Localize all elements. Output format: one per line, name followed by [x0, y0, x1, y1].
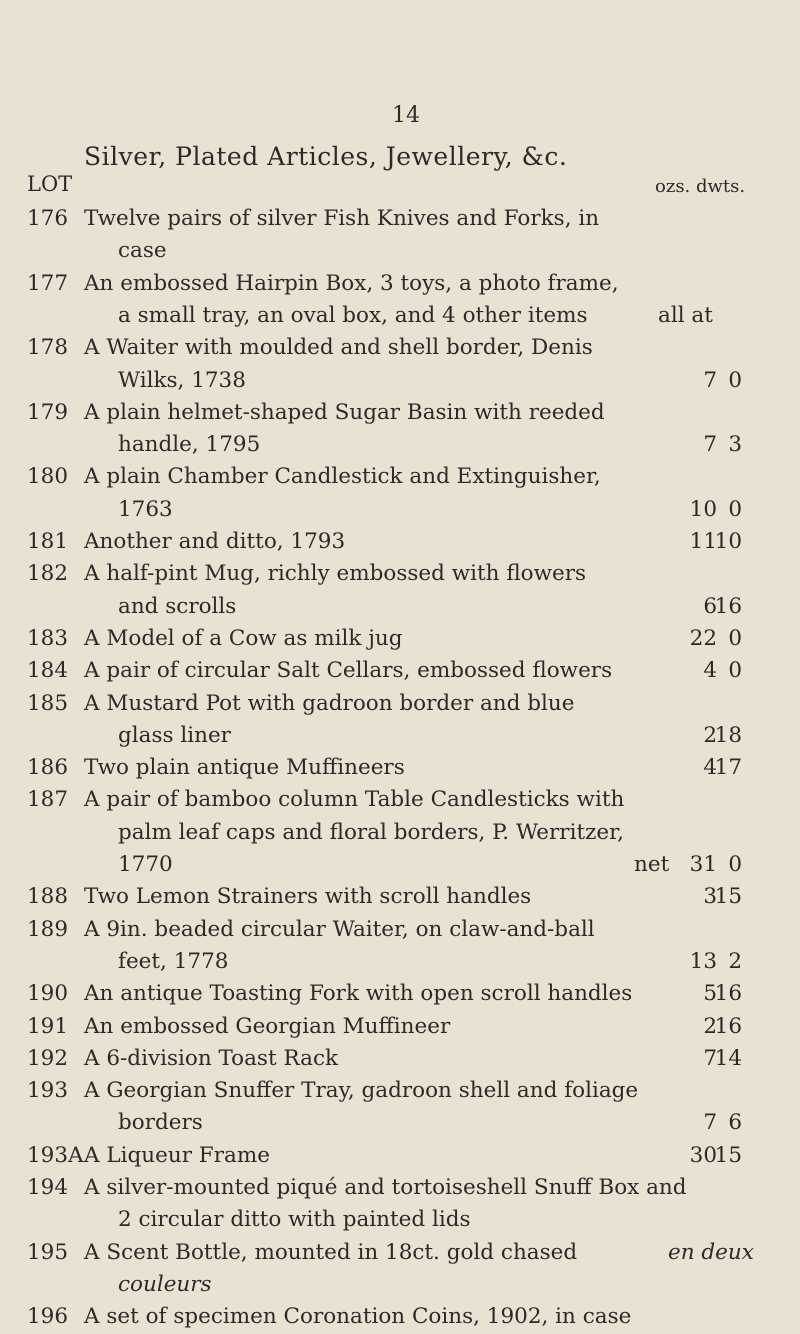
pennyweights-value: 0: [728, 367, 742, 393]
net-label: net: [634, 852, 670, 877]
pennyweights-value: 17: [714, 755, 742, 781]
ounces-value: 4: [703, 755, 717, 781]
lot-description: A 6-division Toast Rack: [84, 1045, 339, 1071]
lot-column-header: LOT: [27, 172, 73, 196]
lot-description: A plain Chamber Candlestick and Extinguisher,: [84, 464, 601, 490]
lot-continuation-line: [0, 234, 800, 268]
pennyweights-value: 2: [728, 948, 742, 974]
lot-description: borders: [118, 1110, 203, 1136]
lot-entry-line: [0, 1074, 800, 1108]
lot-description: Wilks, 1738: [118, 367, 246, 393]
lot-number: 183: [27, 625, 69, 651]
lot-number: 187: [27, 787, 69, 813]
lot-entry-line: [0, 557, 800, 591]
lot-description: A Georgian Snuffer Tray, gadroon shell and foliage: [84, 1078, 639, 1104]
lot-entry-line: [0, 751, 800, 785]
pennyweights-value: 3: [728, 432, 742, 458]
pennyweights-value: 6: [728, 1110, 742, 1136]
lot-number: 195: [27, 1239, 69, 1265]
lot-description: palm leaf caps and floral borders, P. Werritzer,: [118, 819, 624, 845]
lot-description: and scrolls: [118, 593, 237, 619]
lot-entry-line: [0, 1010, 800, 1044]
pennyweights-value: 16: [714, 981, 742, 1007]
lot-description: A Model of a Cow as milk jug: [84, 625, 403, 651]
lot-number: 194: [27, 1175, 69, 1200]
ounces-value: 31: [689, 852, 717, 877]
lot-description: A plain helmet-shaped Sugar Basin with reeded: [84, 399, 605, 425]
lot-entry-line: [0, 1042, 800, 1076]
lot-description: A set of specimen Coronation Coins, 1902, in case: [84, 1304, 632, 1330]
lot-number: 181: [27, 529, 69, 554]
lot-number: 186: [27, 755, 69, 781]
lot-description: Twelve pairs of silver Fish Knives and Forks, in: [84, 206, 600, 231]
lot-number: 190: [27, 981, 69, 1007]
lot-description: A Mustard Pot with gadroon border and blue: [84, 690, 575, 716]
lot-continuation-line: [0, 1268, 800, 1302]
ounces-value: 6: [703, 593, 717, 619]
lot-continuation-line: [0, 299, 800, 333]
lot-description: Another and ditto, 1793: [84, 529, 346, 554]
lot-description: A Liqueur Frame: [84, 1142, 270, 1168]
ounces-value: 30: [689, 1142, 717, 1168]
lot-description: 2 circular ditto with painted lids: [118, 1207, 471, 1233]
ounces-value: 7: [703, 1045, 717, 1071]
lot-description: case: [118, 238, 167, 264]
lot-description: A 9in. beaded circular Waiter, on claw-and-ball: [84, 916, 595, 942]
pennyweights-value: 10: [714, 529, 742, 554]
ounces-value: 2: [703, 1013, 717, 1039]
description-tail: en deux: [668, 1239, 754, 1265]
lot-description: An embossed Hairpin Box, 3 toys, a photo frame,: [84, 270, 619, 296]
lot-entry-line: [0, 1171, 800, 1205]
pennyweights-value: 18: [714, 722, 742, 748]
page-number: 14: [392, 103, 420, 128]
lot-continuation-line: [0, 1106, 800, 1140]
pennyweights-value: 14: [714, 1045, 742, 1071]
lot-entry-line: [0, 1139, 800, 1173]
pennyweights-value: 15: [714, 1142, 742, 1168]
lot-number: 193: [27, 1078, 69, 1104]
lot-number: 196: [27, 1304, 69, 1330]
ounces-value: 10: [689, 496, 717, 522]
lot-entry-line: [0, 622, 800, 656]
pennyweights-value: 16: [714, 1013, 742, 1039]
lot-entry-line: [0, 331, 800, 365]
lot-entry-line: [0, 1236, 800, 1270]
lot-entry-line: [0, 783, 800, 817]
lot-description: A silver-mounted piqué and tortoiseshell Snuff Box and: [84, 1175, 687, 1200]
lot-entry-line: [0, 687, 800, 721]
lot-continuation-line: [0, 816, 800, 850]
lot-number: 184: [27, 658, 69, 684]
lot-entry-line: [0, 267, 800, 301]
pennyweights-value: 0: [728, 658, 742, 684]
lot-number: 177: [27, 270, 69, 296]
lot-entry-line: [0, 913, 800, 947]
lot-number: 188: [27, 884, 69, 910]
lot-number: 191: [27, 1013, 69, 1039]
ounces-value: 7: [703, 367, 717, 393]
ounces-value: 4: [703, 658, 717, 684]
lot-continuation-line: [0, 364, 800, 398]
lot-entry-line: [0, 202, 800, 236]
lot-description: 1763: [118, 496, 173, 522]
lot-number: 193A: [27, 1142, 84, 1168]
lot-description: handle, 1795: [118, 432, 261, 458]
ounces-value: 13: [689, 948, 717, 974]
lot-number: 179: [27, 399, 69, 425]
lot-number: 192: [27, 1045, 69, 1071]
lot-description: A Scent Bottle, mounted in 18ct. gold chased: [84, 1239, 578, 1265]
lot-entry-line: [0, 654, 800, 688]
ounces-value: 11: [689, 529, 717, 554]
pennyweights-value: 0: [728, 496, 742, 522]
lot-continuation-line: [0, 848, 800, 882]
ounces-value: 7: [703, 1110, 717, 1136]
lot-entry-line: [0, 1300, 800, 1334]
lot-number: 182: [27, 561, 69, 587]
lot-entry-line: [0, 525, 800, 559]
pennyweights-value: 15: [714, 884, 742, 910]
lot-description: A pair of bamboo column Table Candlesticks with: [84, 787, 625, 813]
lot-number: 185: [27, 690, 69, 716]
ounces-value: 5: [703, 981, 717, 1007]
lot-continuation-line: [0, 719, 800, 753]
lot-description: A Waiter with moulded and shell border, Denis: [84, 335, 593, 361]
lot-description: Two Lemon Strainers with scroll handles: [84, 884, 532, 910]
ounces-value: 7: [703, 432, 717, 458]
ounces-value: 2: [703, 722, 717, 748]
lot-description: A pair of circular Salt Cellars, embossed flowers: [84, 658, 613, 684]
page-title: Silver, Plated Articles, Jewellery, &c.: [84, 142, 568, 171]
lot-description: 1770: [118, 852, 173, 877]
pennyweights-value: 0: [728, 625, 742, 651]
lot-description: Two plain antique Muffineers: [84, 755, 405, 781]
lot-continuation-line: [0, 590, 800, 624]
lot-entry-line: [0, 396, 800, 430]
lot-number: 180: [27, 464, 69, 490]
weight-note: all at: [658, 302, 713, 328]
lot-description: An embossed Georgian Muffineer: [84, 1013, 451, 1039]
lot-description: A half-pint Mug, richly embossed with flowers: [84, 561, 587, 587]
lot-number: 178: [27, 335, 69, 361]
lot-continuation-line: [0, 1203, 800, 1237]
weight-column-header: ozs. dwts.: [655, 176, 746, 197]
lot-entry-line: [0, 460, 800, 494]
lot-description: glass liner: [118, 722, 231, 748]
lot-continuation-line: [0, 428, 800, 462]
lot-continuation-line: [0, 493, 800, 527]
lot-number: 176: [27, 206, 69, 231]
lot-description: An antique Toasting Fork with open scroll handles: [84, 981, 633, 1007]
lot-entry-line: [0, 880, 800, 914]
pennyweights-value: 0: [728, 852, 742, 877]
lot-entry-line: [0, 977, 800, 1011]
ounces-value: 3: [703, 884, 717, 910]
lot-description: couleurs: [118, 1271, 212, 1297]
lot-continuation-line: [0, 945, 800, 979]
ounces-value: 22: [689, 625, 717, 651]
lot-description: feet, 1778: [118, 948, 229, 974]
lot-description: a small tray, an oval box, and 4 other items: [118, 302, 588, 328]
lot-number: 189: [27, 916, 69, 942]
pennyweights-value: 16: [714, 593, 742, 619]
